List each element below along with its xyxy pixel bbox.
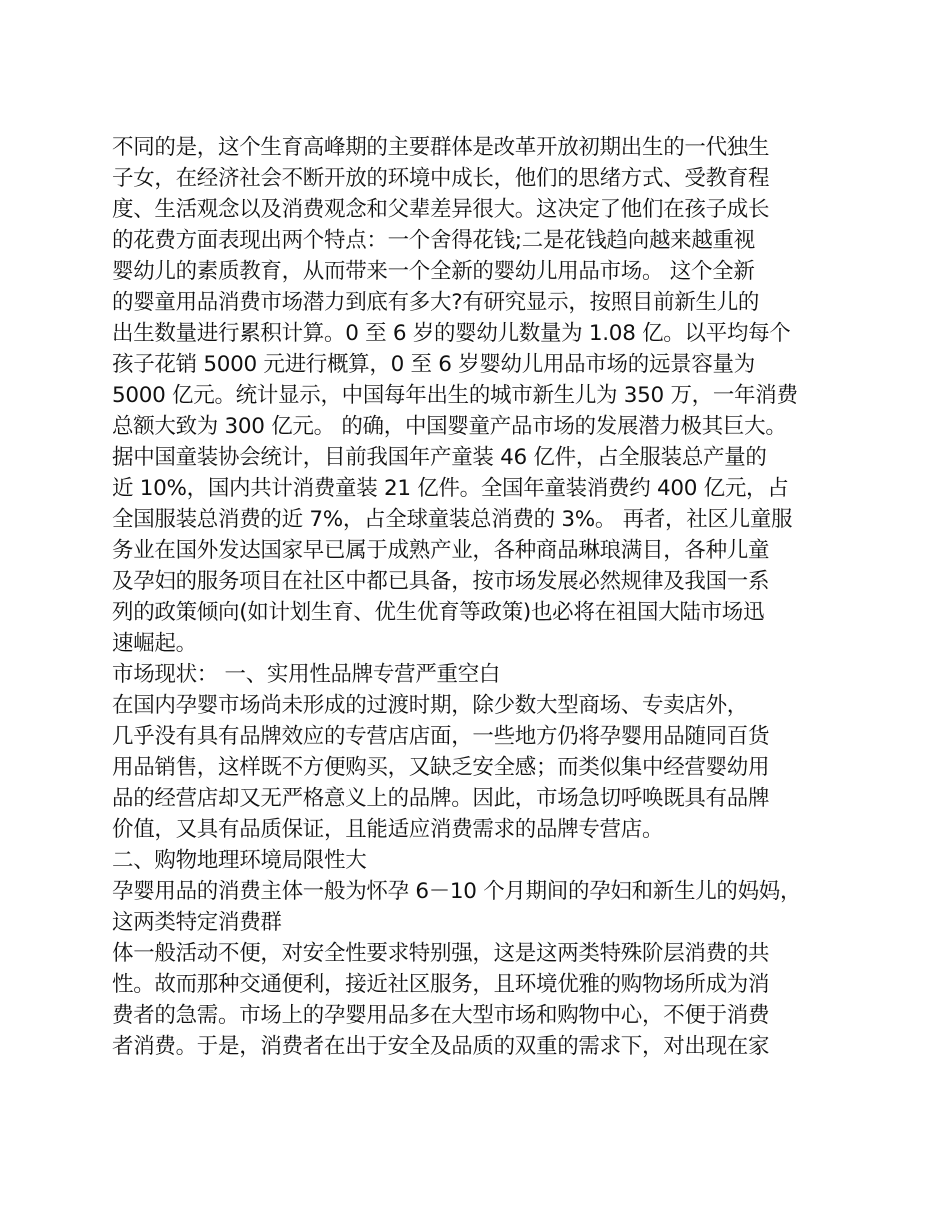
text-line: 总额大致为 300 亿元。 的确，中国婴童产品市场的发展潜力极其巨大。 — [112, 414, 787, 439]
text-line: 5000 亿元。统计显示，中国每年出生的城市新生儿为 350 万，一年消费 — [112, 383, 798, 408]
text-line: 务业在国外发达国家早已属于成熟产业，各种商品琳琅满目，各种儿童 — [112, 538, 770, 563]
text-line: 费者的急需。市场上的孕婴用品多在大型市场和购物中心，不便于消费 — [112, 1003, 770, 1028]
document-page — [112, 132, 852, 1062]
text-line: 子女，在经济社会不断开放的环境中成长，他们的思绪方式、受教育程 — [112, 166, 770, 191]
text-line: 婴幼儿的素质教育，从而带来一个全新的婴幼儿用品市场。 这个全新 — [112, 259, 755, 284]
text-line: 近 10%，国内共计消费童装 21 亿件。全国年童装消费约 400 亿元，占 — [112, 476, 789, 501]
text-line: 孩子花销 5000 元进行概算，0 至 6 岁婴幼儿用品市场的远景容量为 — [112, 352, 755, 377]
text-line: 几乎没有具有品牌效应的专营店店面，一些地方仍将孕婴用品随同百货 — [112, 724, 770, 749]
text-line: 者消费。于是，消费者在出于安全及品质的双重的需求下，对出现在家 — [112, 1034, 770, 1059]
text-line: 的花费方面表现出两个特点：一个舍得花钱;二是花钱趋向越来越重视 — [112, 228, 755, 253]
text-line: 在国内孕婴市场尚未形成的过渡时期，除少数大型商场、专卖店外， — [112, 693, 749, 718]
text-line: 孕婴用品的消费主体一般为怀孕 6－10 个月期间的孕妇和新生儿的妈妈， — [112, 879, 802, 904]
text-line: 品的经营店却又无严格意义上的品牌。因此，市场急切呼唤既具有品牌 — [112, 786, 770, 811]
text-line: 性。故而那种交通便利，接近社区服务，且环境优雅的购物场所成为消 — [112, 972, 770, 997]
text-line: 体一般活动不便，对安全性要求特别强，这是这两类特殊阶层消费的共 — [112, 941, 770, 966]
text-line: 不同的是，这个生育高峰期的主要群体是改革开放初期出生的一代独生 — [112, 135, 770, 160]
text-line: 出生数量进行累积计算。0 至 6 岁的婴幼儿数量为 1.08 亿。以平均每个 — [112, 321, 791, 346]
text-line: 列的政策倾向(如计划生育、优生优育等政策)也必将在祖国大陆市场迅 — [112, 600, 765, 625]
section-heading: 二、购物地理环境局限性大 — [112, 848, 367, 873]
text-line: 速崛起。 — [112, 631, 197, 656]
text-line: 用品销售，这样既不方便购买，又缺乏安全感；而类似集中经营婴幼用 — [112, 755, 770, 780]
text-line: 及孕妇的服务项目在社区中都已具备，按市场发展必然规律及我国一系 — [112, 569, 770, 594]
text-line: 全国服装总消费的近 7%，占全球童装总消费的 3%。 再者，社区儿童服 — [112, 507, 793, 532]
section-heading: 市场现状： 一、实用性品牌专营严重空白 — [112, 662, 501, 687]
text-line: 的婴童用品消费市场潜力到底有多大?有研究显示，按照目前新生儿的 — [112, 290, 760, 315]
text-line: 据中国童装协会统计，目前我国年产童装 46 亿件，占全服装总产量的 — [112, 445, 767, 470]
text-line: 这两类特定消费群 — [112, 910, 282, 935]
text-line: 价值，又具有品质保证，且能适应消费需求的品牌专营店。 — [112, 817, 664, 842]
text-line: 度、生活观念以及消费观念和父辈差异很大。这决定了他们在孩子成长 — [112, 197, 770, 222]
